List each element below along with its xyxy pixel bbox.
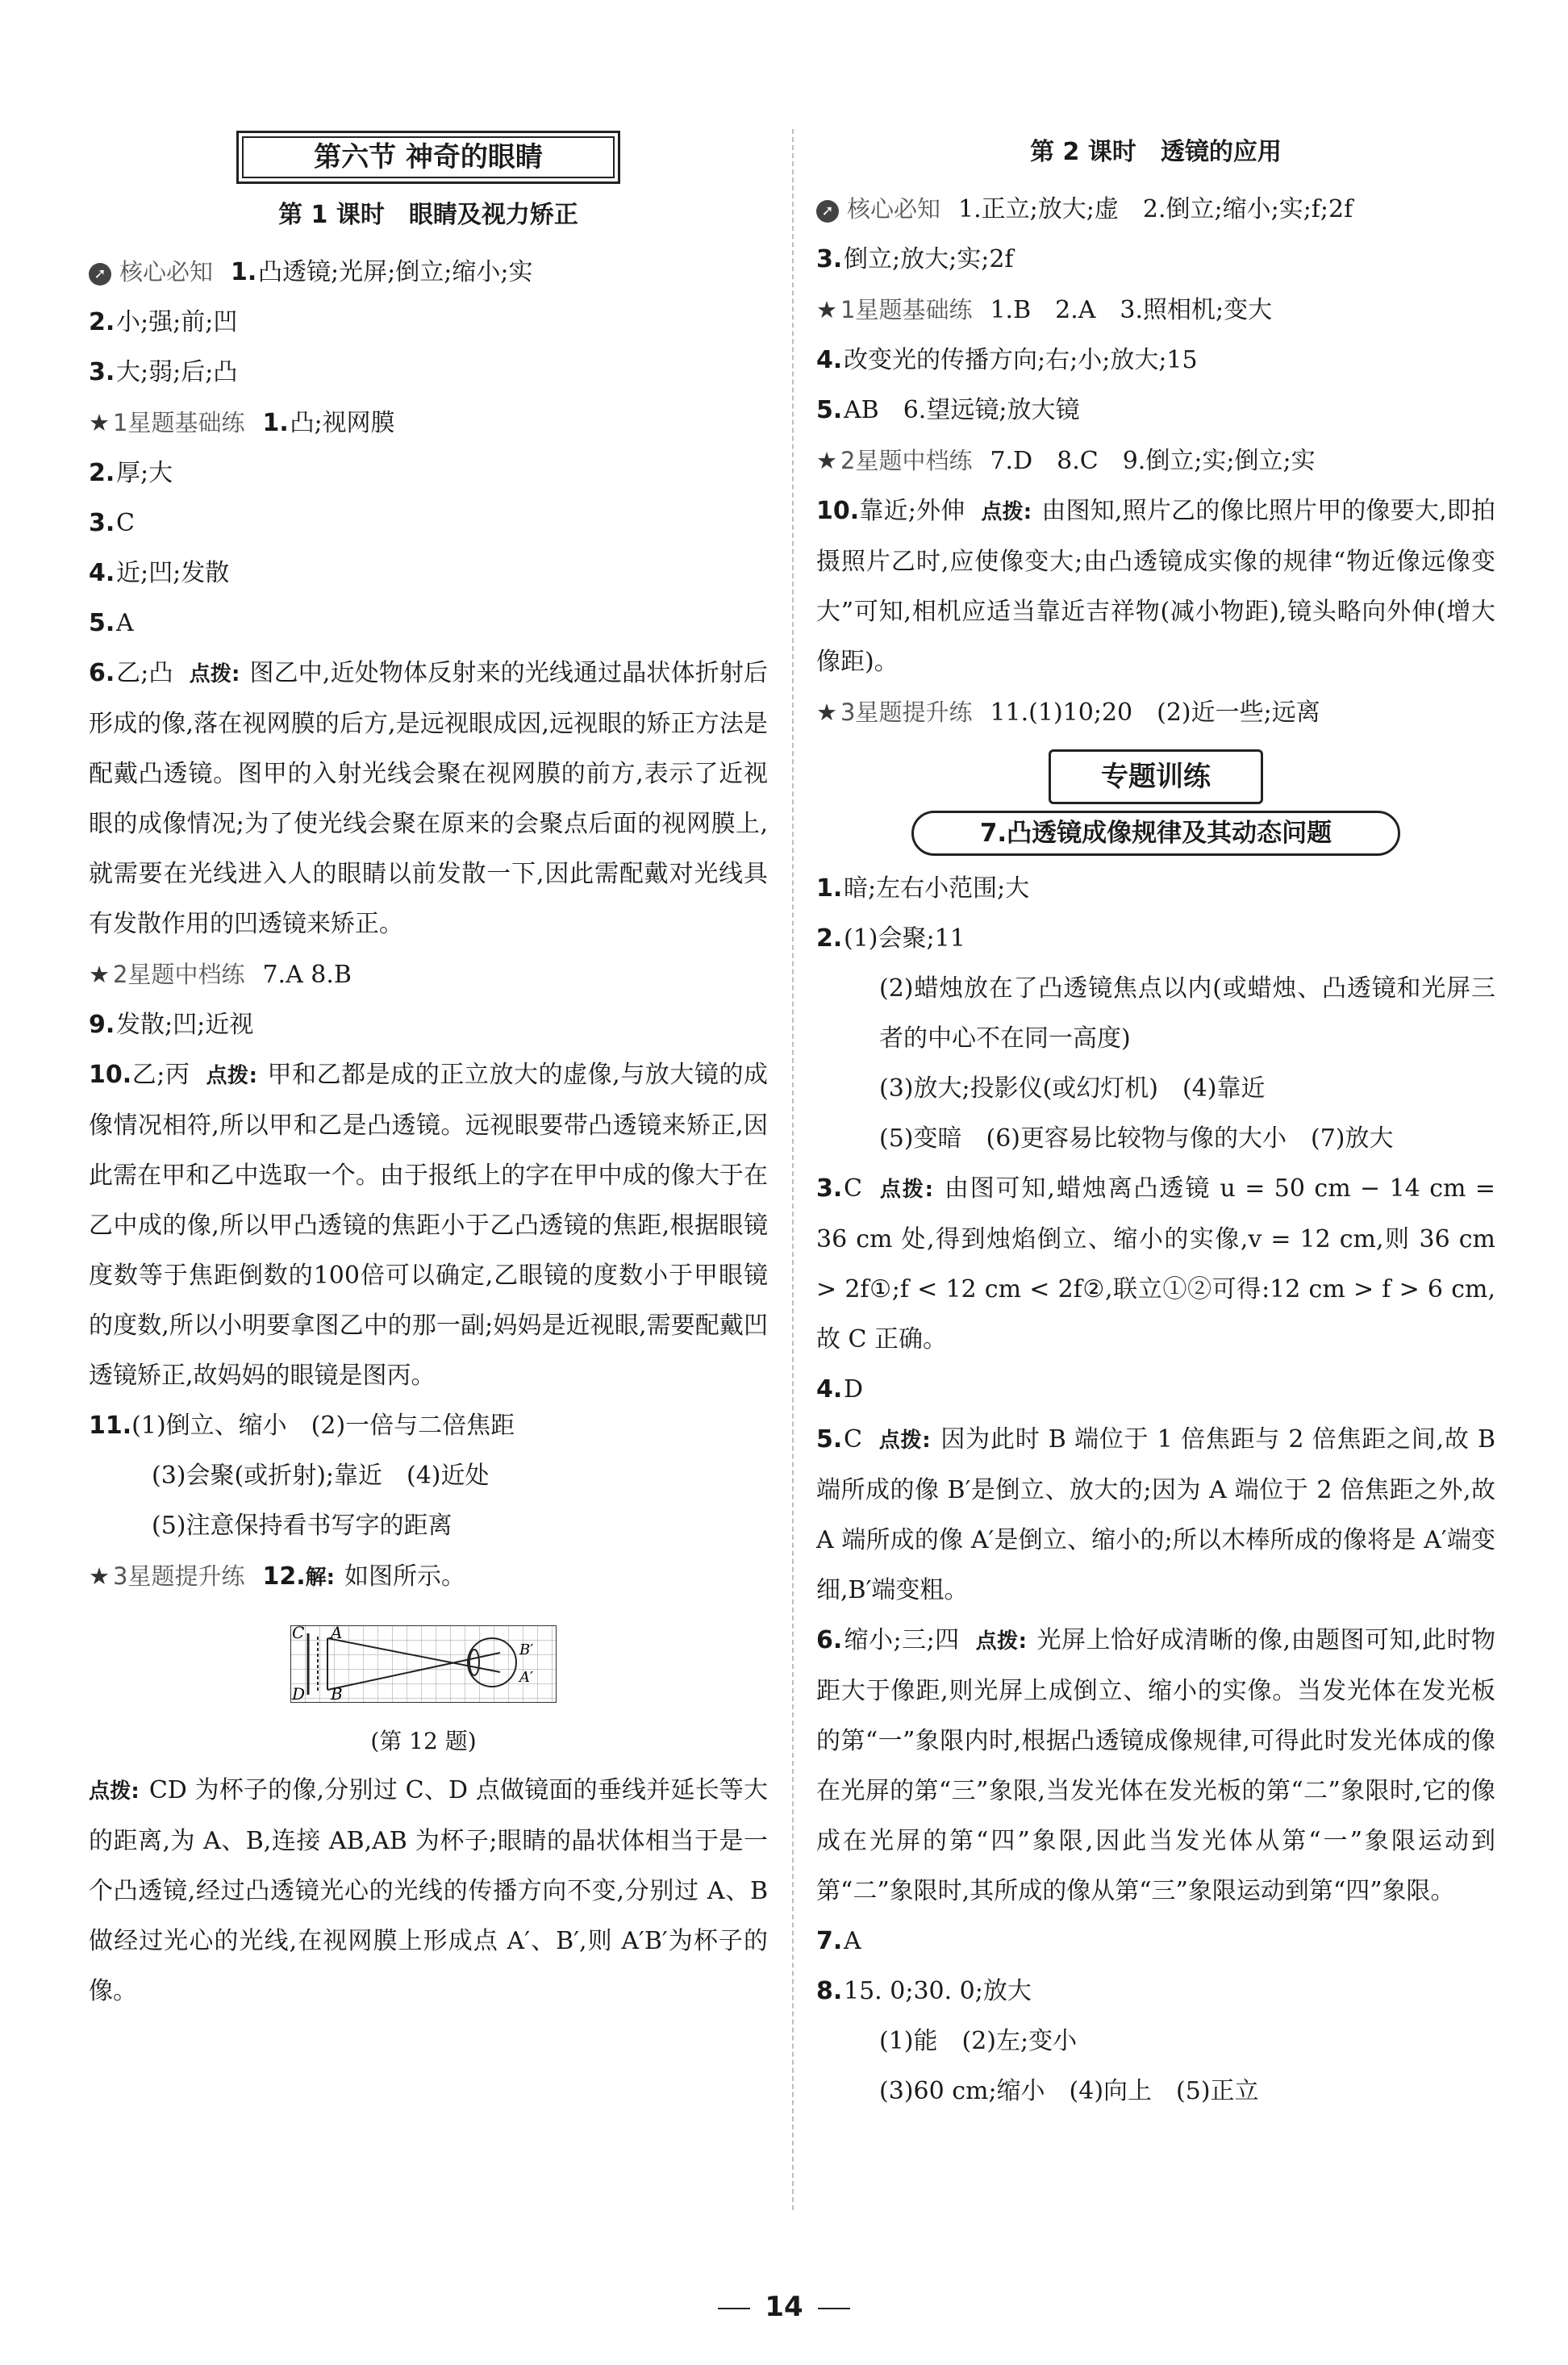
left-q11-l1: 11.(1)倒立、缩小 (2)一倍与二倍焦距: [89, 1412, 515, 1440]
star3-tag: ★ 3星题提升练: [816, 699, 973, 726]
label-a: A: [331, 1625, 343, 1642]
left-q11-l3: (5)注意保持看书写字的距离: [152, 1512, 452, 1540]
label-c: C: [292, 1625, 305, 1642]
left-q11-l2: (3)会聚(或折射);靠近 (4)近处: [152, 1462, 490, 1490]
star-icon: ★: [816, 447, 837, 474]
left-q10: 10.乙;丙 点拨: 甲和乙都是成的正立放大的虚像,与放大镜的成像情况相符,所以甲和乙是凸透镜。远视眼要带凸透镜来矫正,因此需在甲和乙中选取一个。由于报纸上的字在甲中成的像大于在乙中成的像,所以甲凸透镜的焦距小于乙凸透镜的焦距,根据眼镜度数等于焦距倒数的100倍可以确定,乙眼镜的度数小于甲眼镜的度数,所以小明要拿图乙中的那一副;妈妈是近视眼,需要配戴凹透镜矫正,故妈妈的眼镜是图丙。: [89, 1061, 769, 1390]
arrow-icon: ➚: [89, 263, 111, 286]
right-star1: ★ 1星题基础练 1.B 2.A 3.照相机;变大: [816, 296, 1273, 324]
page-dash-left: [718, 2308, 750, 2309]
right-t5: 5.C 点拨: 因为此时 B 端位于 1 倍焦距与 2 倍焦距之间,故 B 端所成的像 B′是倒立、放大的;因为 A 端位于 2 倍焦距之外,故 A 端所成的像 A′是倒立、缩小的;所以木棒所成的像将是 A′端变细,B′端变粗。: [816, 1425, 1495, 1604]
left-line-b2: 2.厚;大: [89, 459, 173, 487]
left-line-star3: ★ 3星题提升练 12.解: 如图所示。: [89, 1562, 466, 1591]
star1-tag: ★ 1星题基础练: [816, 296, 973, 323]
lesson-title-2: 第 2 课时 透镜的应用: [1030, 138, 1282, 166]
star1-tag: ★ 1星题基础练: [89, 409, 245, 436]
star3-tag: ★ 3星题提升练: [89, 1562, 245, 1590]
star-icon: ★: [89, 409, 110, 436]
right-line-core: ➚ 核心必知 1.正立;放大;虚 2.倒立;缩小;实;f;2f: [816, 184, 1495, 235]
star2-tag: ★ 2星题中档练: [816, 447, 973, 474]
star-icon: ★: [89, 961, 110, 988]
eye-diagram: [290, 1625, 557, 1703]
star-icon: ★: [816, 699, 837, 726]
right-t8-l2: (3)60 cm;缩小 (4)向上 (5)正立: [879, 2077, 1259, 2105]
core-tag: ➚ 核心必知: [816, 195, 940, 223]
label-a-prime: A′: [519, 1669, 534, 1686]
topic-title: 专题训练: [1049, 749, 1263, 804]
column-divider: [792, 129, 794, 2210]
right-t2-l4: (5)变暗 (6)更容易比较物与像的大小 (7)放大: [879, 1124, 1394, 1153]
right-column: [816, 121, 1495, 2117]
left-q12-hint: 点拨: CD 为杯子的像,分别过 C、D 点做镜面的垂线并延长等大的距离,为 A、B,连接 AB,AB 为杯子;眼睛的晶状体相当于是一个凸透镜,经过凸透镜光心的光线的传播方向不变,分别过 A、B 做经过光心的光线,在视网膜上形成点 A′、B′,则 A′B′为杯子的像。: [89, 1776, 768, 2005]
left-line-star1: ★ 1星题基础练 1.凸;视网膜: [89, 409, 395, 437]
left-line-b4: 4.近;凹;发散: [89, 559, 230, 587]
left-q6: 6.乙;凸 点拨: 图乙中,近处物体反射来的光线通过晶状体折射后形成的像,落在视网膜的后方,是远视眼成因,远视眼的矫正方法是配戴凸透镜。图甲的入射光线会聚在视网膜的前方,表示了近视眼的成像情况;为了使光线会聚在原来的会聚点后面的视网膜上,就需要在光线进入人的眼睛以前发散一下,因此需配戴对光线具有发散作用的凹透镜来矫正。: [89, 659, 768, 938]
star2-tag: ★ 2星题中档练: [89, 961, 245, 988]
core-tag: ➚ 核心必知: [89, 258, 213, 286]
figure-caption: (第 12 题): [370, 1728, 477, 1754]
left-line-b3: 3.C: [89, 509, 135, 537]
right-t7: 7.A: [816, 1927, 861, 1955]
right-q3: 3.倒立;放大;实;2f: [816, 245, 1014, 273]
label-b-prime: B′: [519, 1641, 534, 1658]
right-t6: 6.缩小;三;四 点拨: 光屏上恰好成清晰的像,由题图可知,此时物距大于像距,则光屏上成倒立、缩小的实像。当发光体在发光板的第“一”象限内时,根据凸透镜成像规律,可得此时发光体成的像在光屏的第“三”象限,当发光体在发光板的第“二”象限时,它的像成在光屏的第“四”象限,因此当发光体从第“一”象限运动到第“二”象限时,其所成的像从第“三”象限运动到第“四”象限。: [816, 1626, 1495, 1905]
page-dash-right: [818, 2308, 850, 2309]
label-b: B: [331, 1684, 343, 1703]
arrow-icon: ➚: [816, 200, 839, 223]
right-t2-l3: (3)放大;投影仪(或幻灯机) (4)靠近: [879, 1074, 1266, 1103]
right-t4: 4.D: [816, 1375, 864, 1404]
left-line-3: 3.大;弱;后;凸: [89, 358, 238, 386]
figure-12: [290, 1625, 557, 1766]
right-q5: 5.AB 6.望远镜;放大镜: [816, 396, 1080, 424]
right-q4: 4.改变光的传播方向;右;小;放大;15: [816, 346, 1198, 374]
right-t8-l0: 8.15. 0;30. 0;放大: [816, 1977, 1032, 2005]
topic-subtitle: 7.凸透镜成像规律及其动态问题: [911, 811, 1400, 856]
left-line-b5: 5.A: [89, 609, 134, 637]
left-line-2: 2.小;强;前;凹: [89, 308, 238, 336]
left-column: [89, 121, 768, 2017]
right-star3: ★ 3星题提升练 11.(1)10;20 (2)近一些;远离: [816, 699, 1320, 727]
lesson-title-1: 第 1 课时 眼睛及视力矫正: [278, 201, 578, 229]
star-icon: ★: [89, 1562, 110, 1590]
section-title: 第六节 神奇的眼睛: [236, 131, 620, 184]
right-q10: 10.靠近;外伸 点拨: 由图知,照片乙的像比照片甲的像要大,即拍摄照片乙时,应使像变大;由凸透镜成实像的规律“物近像远像变大”可知,相机应适当靠近吉祥物(减小物距),镜头略向外伸(增大像距)。: [816, 497, 1495, 676]
label-d: D: [292, 1684, 306, 1703]
page-number: 14: [0, 2291, 1568, 2323]
right-t8-l1: (1)能 (2)左;变小: [879, 2027, 1078, 2055]
right-t1: 1.暗;左右小范围;大: [816, 874, 1030, 903]
left-q9: 9.发散;凹;近视: [89, 1011, 254, 1039]
right-t3: 3.C 点拨: 由图可知,蜡烛离凸透镜 u = 50 cm − 14 cm = 36 cm 处,得到烛焰倒立、缩小的实像,v = 12 cm,则 36 cm > 2f①;f < 12 cm < 2f②,联立①②可得:12 cm > f > 6 cm,故 C 正确。: [816, 1174, 1495, 1354]
left-line-core: ➚ 核心必知 1.凸透镜;光屏;倒立;缩小;实: [89, 247, 768, 298]
left-line-star2: ★ 2星题中档练 7.A 8.B: [89, 961, 352, 989]
right-t2-l2: (2)蜡烛放在了凸透镜焦点以内(或蜡烛、凸透镜和光屏三者的中心不在同一高度): [879, 974, 1495, 1053]
star-icon: ★: [816, 296, 837, 323]
right-t2-l1: 2.(1)会聚;11: [816, 924, 965, 953]
right-star2: ★ 2星题中档练 7.D 8.C 9.倒立;实;倒立;实: [816, 447, 1316, 475]
